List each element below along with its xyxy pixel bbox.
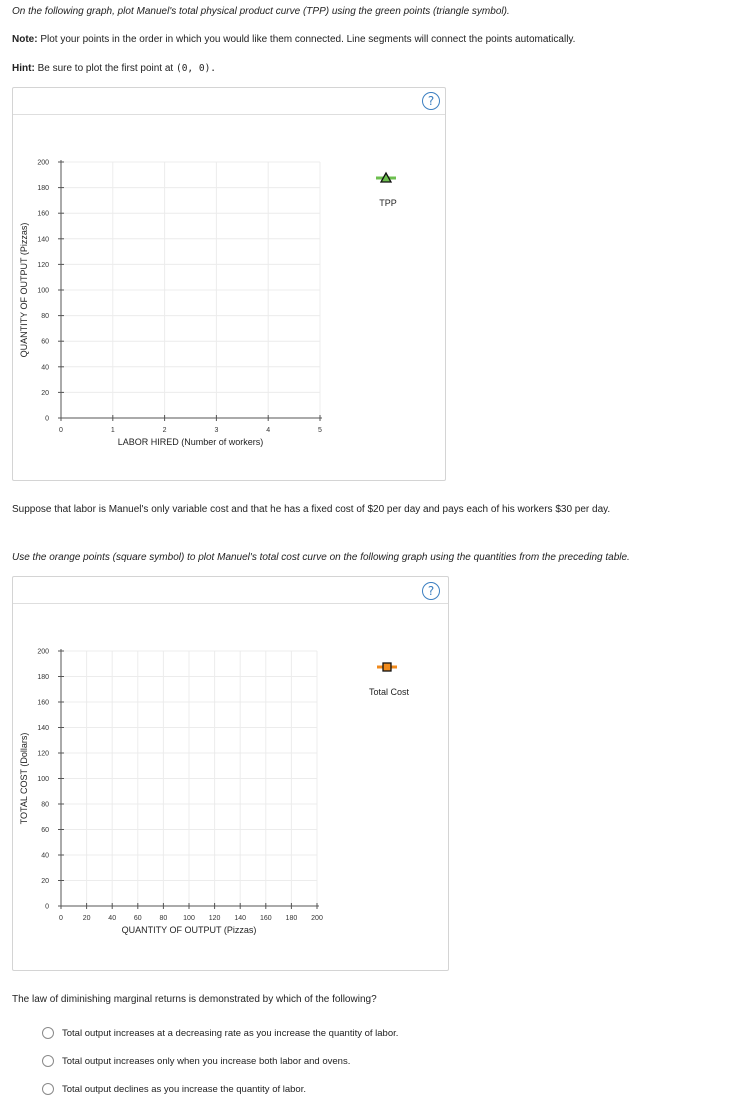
y-axis-label: QUANTITY OF OUTPUT (Pizzas) xyxy=(19,222,29,358)
y-tick-label: 20 xyxy=(41,878,49,885)
x-tick-label: 0 xyxy=(59,915,63,922)
radio-button[interactable] xyxy=(42,1027,54,1039)
y-tick-label: 60 xyxy=(41,338,49,346)
x-tick-label: 4 xyxy=(266,427,271,434)
hint-point: (0, 0). xyxy=(175,63,217,74)
y-tick-label: 0 xyxy=(45,903,49,911)
x-tick-label: 2 xyxy=(162,427,167,434)
y-tick-label: 0 xyxy=(45,415,49,423)
question-prompt: The law of diminishing marginal returns is demonstrated by which of the following? xyxy=(12,994,377,1005)
y-tick-label: 100 xyxy=(37,287,49,295)
answer-option-2[interactable] xyxy=(42,1053,350,1069)
y-tick-label: 160 xyxy=(37,210,49,218)
radio-button[interactable] xyxy=(42,1083,54,1095)
answer-option-label: Total output increases at a decreasing rate as you increase the quantity of labor. xyxy=(62,1027,399,1039)
answer-option-label: Total output increases only when you increase both labor and ovens. xyxy=(62,1055,351,1067)
x-tick-label: 5 xyxy=(318,427,322,434)
y-tick-label: 140 xyxy=(37,725,49,732)
x-axis-label: QUANTITY OF OUTPUT (Pizzas) xyxy=(121,925,257,935)
x-tick-label: 180 xyxy=(285,915,298,922)
x-tick-label: 80 xyxy=(159,915,168,922)
x-axis-label: LABOR HIRED (Number of workers) xyxy=(117,437,264,447)
instruction-total-cost: Use the orange points (square symbol) to plot Manuel's total cost curve on the following graph using the quantities from the preceding table. xyxy=(12,552,630,563)
note-body: Plot your points in the order in which you would like them connected. Line segments will connect the points automatically. xyxy=(40,34,576,45)
x-tick-label: 60 xyxy=(133,915,142,922)
x-tick-label: 100 xyxy=(183,915,195,922)
square-icon xyxy=(383,663,391,671)
y-axis-label: TOTAL COST (Dollars) xyxy=(19,732,29,825)
y-tick-label: 60 xyxy=(41,827,49,834)
note-label: Note: xyxy=(12,34,38,45)
y-tick-label: 20 xyxy=(41,389,49,397)
scenario-text: Suppose that labor is Manuel's only variable cost and that he has a fixed cost of $20 per day and pays each of his workers $30 per day. xyxy=(12,504,611,515)
hint-body: Be sure to plot the first point at xyxy=(37,63,174,74)
hint-label: Hint: xyxy=(12,63,35,74)
answer-option-1[interactable] xyxy=(42,1025,398,1041)
y-tick-label: 140 xyxy=(37,236,49,244)
legend-label: Total Cost xyxy=(368,687,410,697)
y-tick-label: 80 xyxy=(41,801,49,809)
x-tick-label: 120 xyxy=(208,915,221,922)
legend-label: TPP xyxy=(379,198,397,208)
radio-button[interactable] xyxy=(42,1055,54,1067)
y-tick-label: 120 xyxy=(37,261,49,269)
help-icon[interactable]: ? xyxy=(422,92,440,110)
y-tick-label: 200 xyxy=(37,648,49,656)
x-tick-label: 0 xyxy=(59,427,63,434)
x-tick-label: 40 xyxy=(108,915,117,922)
y-tick-label: 40 xyxy=(41,852,49,860)
answer-option-3[interactable] xyxy=(42,1081,306,1097)
y-tick-label: 200 xyxy=(37,159,49,167)
y-tick-label: 40 xyxy=(41,364,49,372)
y-tick-label: 100 xyxy=(37,776,49,783)
x-tick-label: 1 xyxy=(110,427,115,434)
x-tick-label: 3 xyxy=(214,427,219,434)
y-tick-label: 180 xyxy=(37,185,49,193)
y-tick-label: 80 xyxy=(41,313,49,321)
answer-option-label: Total output declines as you increase the quantity of labor. xyxy=(62,1083,306,1095)
instruction-tpp: On the following graph, plot Manuel's total physical product curve (TPP) using the green points (triangle symbol). xyxy=(12,6,510,17)
x-tick-label: 160 xyxy=(259,915,272,922)
x-tick-label: 20 xyxy=(82,915,91,922)
x-tick-label: 200 xyxy=(311,915,323,922)
help-icon[interactable]: ? xyxy=(422,582,440,600)
y-tick-label: 160 xyxy=(37,699,49,707)
x-tick-label: 140 xyxy=(234,915,247,922)
y-tick-label: 180 xyxy=(37,674,49,681)
y-tick-label: 120 xyxy=(37,750,49,758)
